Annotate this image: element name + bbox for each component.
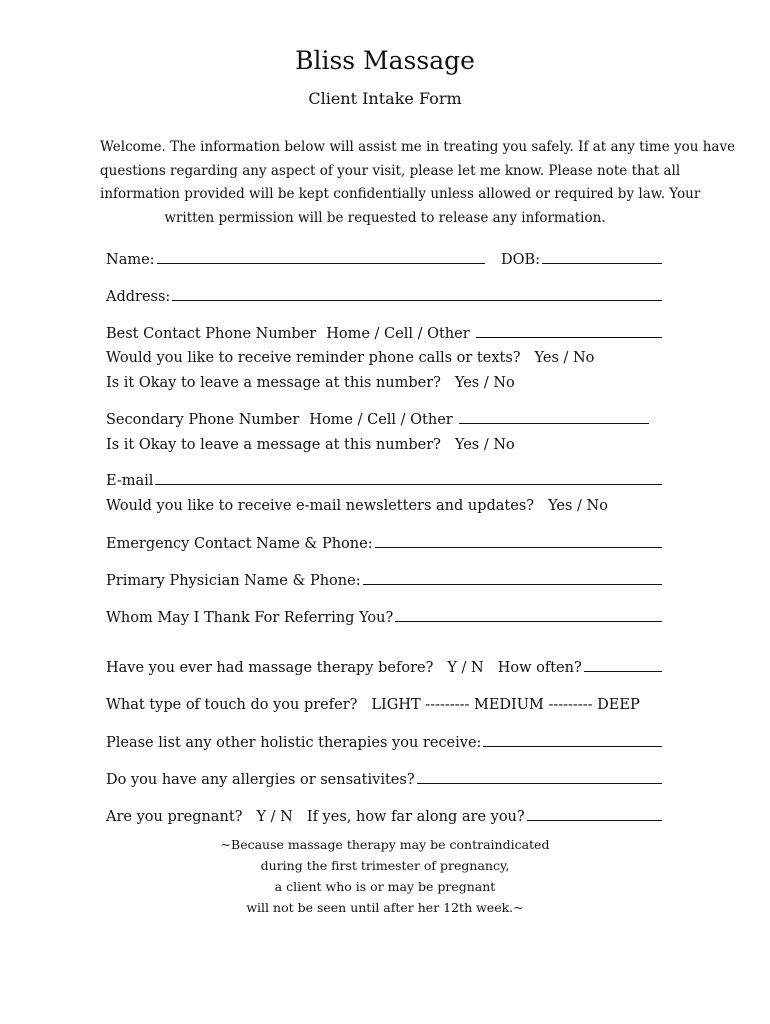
emergency-row (106, 530, 662, 552)
emergency-label: Emergency Contact Name & Phone: (106, 536, 373, 552)
pregnant-row (106, 803, 662, 825)
intro-line: information provided will be kept confidentially unless allowed or required by law. Your (100, 186, 701, 202)
allergies-row (106, 766, 662, 788)
newsletter-options[interactable]: Yes / No (548, 498, 608, 514)
pregnant-label: Are you pregnant? (106, 809, 243, 825)
how-often-label: How often? (497, 660, 582, 676)
physician-row (106, 567, 662, 589)
holistic-row (106, 729, 662, 751)
touch-label: What type of touch do you prefer? (106, 697, 358, 713)
massage-before-row (106, 654, 662, 676)
dob-label: DOB: (500, 252, 540, 268)
how-often-field[interactable] (584, 671, 662, 672)
pregnancy-note (0, 834, 770, 918)
secondary-phone-type-options[interactable]: Home / Cell / Other (309, 412, 453, 428)
leave-message-label: Is it Okay to leave a message at this number? (106, 375, 441, 391)
intro-line: written permission will be requested to release any information. (164, 209, 606, 226)
holistic-label: Please list any other holistic therapies you receive: (106, 735, 482, 751)
emergency-field[interactable] (375, 547, 662, 548)
secondary-leave-message-label: Is it Okay to leave a message at this number? (106, 437, 441, 453)
name-label: Name: (106, 252, 155, 268)
note-line: ~Because massage therapy may be contraindicated (220, 837, 550, 852)
address-row (106, 283, 662, 305)
physician-label: Primary Physician Name & Phone: (106, 573, 361, 589)
secondary-phone-label: Secondary Phone Number (106, 412, 300, 428)
best-phone-field[interactable] (476, 337, 662, 338)
newsletter-label: Would you like to receive e-mail newsletters and updates? (106, 498, 535, 514)
massage-before-options[interactable]: Y / N (447, 660, 484, 676)
name-field[interactable] (157, 263, 485, 264)
name-dob-row (106, 246, 662, 268)
leave-message-options[interactable]: Yes / No (454, 375, 515, 391)
massage-before-label: Have you ever had massage therapy before? (106, 660, 434, 676)
pregnant-options[interactable]: Y / N (256, 809, 293, 825)
email-row (106, 467, 662, 489)
touch-options[interactable]: LIGHT --------- MEDIUM --------- DEEP (371, 697, 640, 713)
form-subtitle: Client Intake Form (308, 89, 462, 108)
note-line: a client who is or may be pregnant (274, 879, 496, 894)
referral-field[interactable] (395, 621, 662, 622)
leave-message-row (106, 369, 662, 391)
holistic-field[interactable] (483, 746, 662, 747)
intro-line: Welcome. The information below will assist me in treating you safely. If at any time you have (100, 139, 736, 155)
address-field[interactable] (172, 300, 662, 301)
intro-paragraph (100, 136, 736, 230)
referral-label: Whom May I Thank For Referring You? (106, 610, 394, 626)
email-label: E-mail (106, 473, 154, 489)
secondary-phone-field[interactable] (459, 423, 649, 424)
reminder-calls-label: Would you like to receive reminder phone calls or texts? (106, 350, 521, 366)
referral-row (106, 604, 662, 626)
note-line: will not be seen until after her 12th week.~ (246, 900, 524, 915)
allergies-label: Do you have any allergies or sensativites? (106, 772, 415, 788)
reminder-calls-row (106, 344, 662, 366)
email-field[interactable] (155, 484, 662, 485)
secondary-leave-message-row (106, 431, 662, 453)
how-far-label: If yes, how far along are you? (306, 809, 525, 825)
best-phone-row (106, 320, 662, 342)
intro-line: questions regarding any aspect of your visit, please let me know. Please note that all (100, 162, 681, 179)
form-title: Bliss Massage (295, 46, 475, 75)
secondary-phone-row (106, 406, 662, 428)
best-phone-label: Best Contact Phone Number (106, 326, 317, 342)
physician-field[interactable] (363, 584, 662, 585)
note-line: during the first trimester of pregnancy, (260, 858, 510, 873)
address-label: Address: (106, 289, 171, 305)
touch-row (106, 691, 662, 713)
reminder-calls-options[interactable]: Yes / No (534, 350, 595, 366)
secondary-leave-message-options[interactable]: Yes / No (454, 437, 515, 453)
newsletter-row (106, 492, 662, 514)
best-phone-type-options[interactable]: Home / Cell / Other (326, 326, 470, 342)
dob-field[interactable] (542, 263, 662, 264)
allergies-field[interactable] (417, 783, 662, 784)
how-far-field[interactable] (527, 820, 662, 821)
